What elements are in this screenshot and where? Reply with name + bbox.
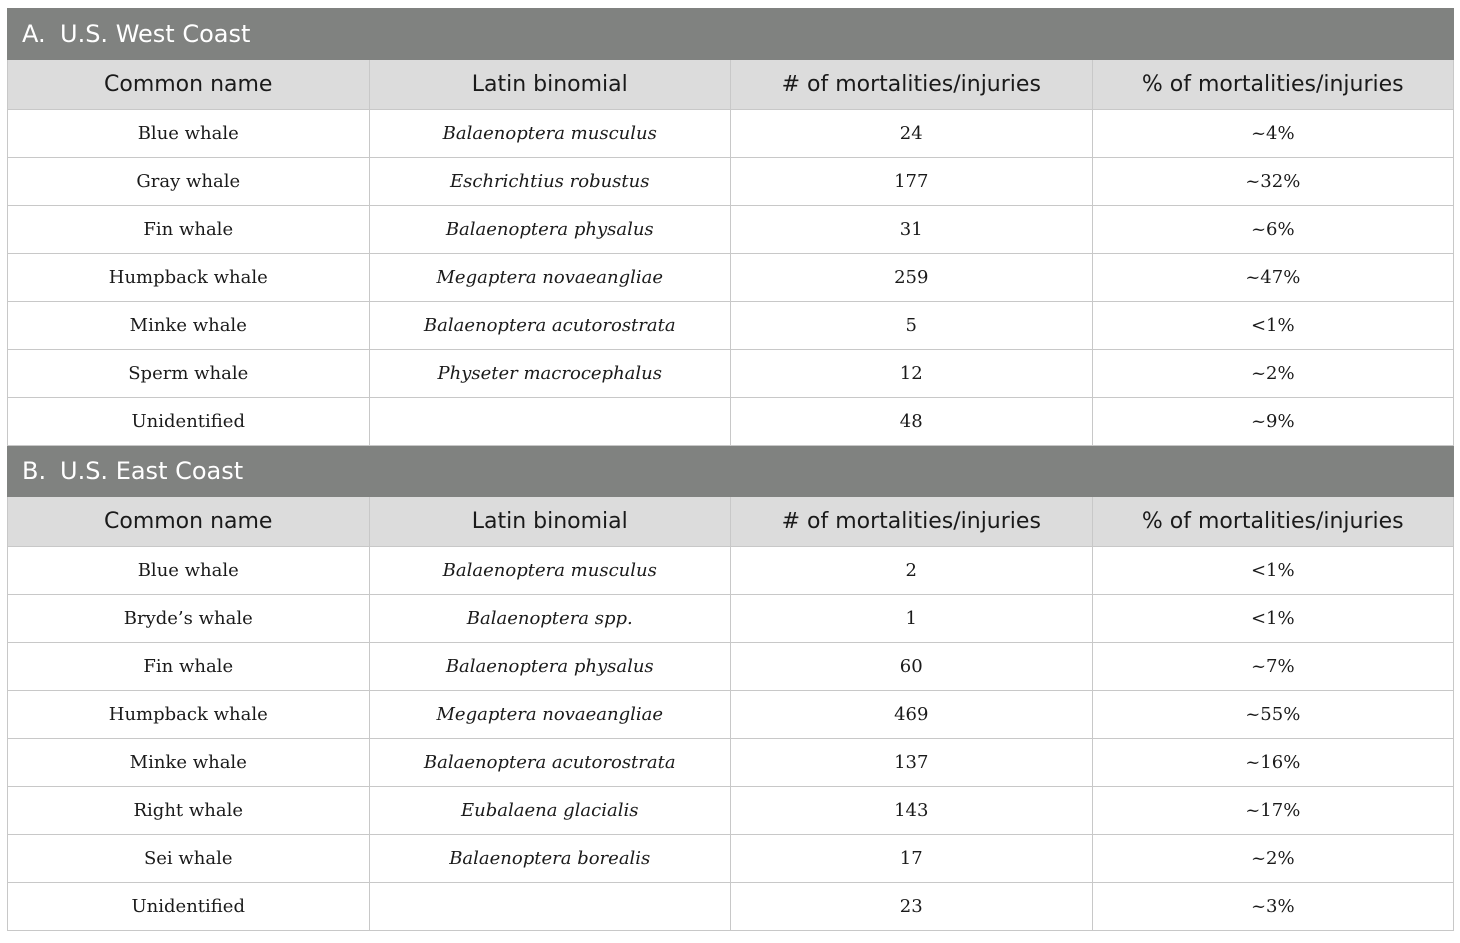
section-title-text: U.S. West Coast bbox=[60, 20, 251, 48]
section-title bbox=[8, 446, 1454, 497]
mortality-count-cell: 31 bbox=[731, 206, 1093, 254]
header-mortality-count: # of mortalities/injuries bbox=[731, 497, 1093, 547]
mortality-count-cell: 177 bbox=[731, 158, 1093, 206]
header-common-name: Common name bbox=[8, 497, 370, 547]
table-row bbox=[8, 787, 1454, 835]
latin-binomial-cell: Megaptera novaeangliae bbox=[369, 254, 731, 302]
latin-binomial-cell bbox=[369, 398, 731, 446]
mortality-percent-cell: ~7% bbox=[1092, 643, 1454, 691]
table-row bbox=[8, 206, 1454, 254]
table-row bbox=[8, 643, 1454, 691]
mortality-count-cell: 143 bbox=[731, 787, 1093, 835]
table-row bbox=[8, 547, 1454, 595]
table-row bbox=[8, 254, 1454, 302]
table-row bbox=[8, 883, 1454, 931]
mortality-count-cell: 48 bbox=[731, 398, 1093, 446]
mortality-count-cell: 137 bbox=[731, 739, 1093, 787]
common-name-cell: Unidentified bbox=[8, 883, 370, 931]
latin-binomial-cell: Balaenoptera physalus bbox=[369, 206, 731, 254]
mortality-percent-cell: ~17% bbox=[1092, 787, 1454, 835]
latin-binomial-cell: Balaenoptera acutorostrata bbox=[369, 739, 731, 787]
header-mortality-percent: % of mortalities/injuries bbox=[1092, 497, 1454, 547]
mortality-percent-cell: ~32% bbox=[1092, 158, 1454, 206]
header-latin-binomial: Latin binomial bbox=[369, 60, 731, 110]
table-row bbox=[8, 595, 1454, 643]
latin-binomial-cell: Balaenoptera physalus bbox=[369, 643, 731, 691]
header-mortality-count: # of mortalities/injuries bbox=[731, 60, 1093, 110]
common-name-cell: Right whale bbox=[8, 787, 370, 835]
header-mortality-percent: % of mortalities/injuries bbox=[1092, 60, 1454, 110]
table-row bbox=[8, 302, 1454, 350]
common-name-cell: Minke whale bbox=[8, 302, 370, 350]
table-row bbox=[8, 350, 1454, 398]
mortality-percent-cell: ~47% bbox=[1092, 254, 1454, 302]
mortality-percent-cell: ~4% bbox=[1092, 110, 1454, 158]
mortality-count-cell: 60 bbox=[731, 643, 1093, 691]
section-title-row bbox=[8, 446, 1454, 497]
latin-binomial-cell: Balaenoptera acutorostrata bbox=[369, 302, 731, 350]
mortality-percent-cell: <1% bbox=[1092, 595, 1454, 643]
mortality-count-cell: 24 bbox=[731, 110, 1093, 158]
latin-binomial-cell: Balaenoptera musculus bbox=[369, 110, 731, 158]
table-row bbox=[8, 691, 1454, 739]
common-name-cell: Fin whale bbox=[8, 643, 370, 691]
common-name-cell: Humpback whale bbox=[8, 691, 370, 739]
common-name-cell: Blue whale bbox=[8, 110, 370, 158]
section-title bbox=[8, 9, 1454, 60]
mortality-count-cell: 469 bbox=[731, 691, 1093, 739]
table-row bbox=[8, 398, 1454, 446]
table-row bbox=[8, 835, 1454, 883]
common-name-cell: Fin whale bbox=[8, 206, 370, 254]
column-header-row bbox=[8, 60, 1454, 110]
table-body bbox=[8, 9, 1454, 931]
mortality-percent-cell: ~16% bbox=[1092, 739, 1454, 787]
header-common-name: Common name bbox=[8, 60, 370, 110]
section-letter: A. bbox=[22, 20, 46, 48]
latin-binomial-cell: Balaenoptera borealis bbox=[369, 835, 731, 883]
table-row bbox=[8, 739, 1454, 787]
section-letter: B. bbox=[22, 457, 47, 485]
section-title-text: U.S. East Coast bbox=[60, 457, 244, 485]
whale-mortality-table-container bbox=[7, 8, 1453, 931]
mortality-percent-cell: ~9% bbox=[1092, 398, 1454, 446]
mortality-percent-cell: ~3% bbox=[1092, 883, 1454, 931]
mortality-count-cell: 1 bbox=[731, 595, 1093, 643]
table-row bbox=[8, 158, 1454, 206]
mortality-percent-cell: ~2% bbox=[1092, 835, 1454, 883]
latin-binomial-cell: Physeter macrocephalus bbox=[369, 350, 731, 398]
mortality-count-cell: 12 bbox=[731, 350, 1093, 398]
latin-binomial-cell: Balaenoptera musculus bbox=[369, 547, 731, 595]
latin-binomial-cell: Eschrichtius robustus bbox=[369, 158, 731, 206]
common-name-cell: Bryde’s whale bbox=[8, 595, 370, 643]
common-name-cell: Unidentified bbox=[8, 398, 370, 446]
column-header-row bbox=[8, 497, 1454, 547]
whale-mortality-table bbox=[7, 8, 1454, 931]
latin-binomial-cell: Megaptera novaeangliae bbox=[369, 691, 731, 739]
mortality-count-cell: 17 bbox=[731, 835, 1093, 883]
mortality-percent-cell: <1% bbox=[1092, 547, 1454, 595]
mortality-count-cell: 2 bbox=[731, 547, 1093, 595]
mortality-count-cell: 5 bbox=[731, 302, 1093, 350]
common-name-cell: Minke whale bbox=[8, 739, 370, 787]
latin-binomial-cell: Eubalaena glacialis bbox=[369, 787, 731, 835]
latin-binomial-cell bbox=[369, 883, 731, 931]
section-title-row bbox=[8, 9, 1454, 60]
common-name-cell: Sei whale bbox=[8, 835, 370, 883]
common-name-cell: Sperm whale bbox=[8, 350, 370, 398]
mortality-percent-cell: ~2% bbox=[1092, 350, 1454, 398]
mortality-count-cell: 23 bbox=[731, 883, 1093, 931]
common-name-cell: Gray whale bbox=[8, 158, 370, 206]
common-name-cell: Blue whale bbox=[8, 547, 370, 595]
mortality-percent-cell: <1% bbox=[1092, 302, 1454, 350]
mortality-count-cell: 259 bbox=[731, 254, 1093, 302]
mortality-percent-cell: ~6% bbox=[1092, 206, 1454, 254]
header-latin-binomial: Latin binomial bbox=[369, 497, 731, 547]
table-row bbox=[8, 110, 1454, 158]
common-name-cell: Humpback whale bbox=[8, 254, 370, 302]
mortality-percent-cell: ~55% bbox=[1092, 691, 1454, 739]
latin-binomial-cell: Balaenoptera spp. bbox=[369, 595, 731, 643]
